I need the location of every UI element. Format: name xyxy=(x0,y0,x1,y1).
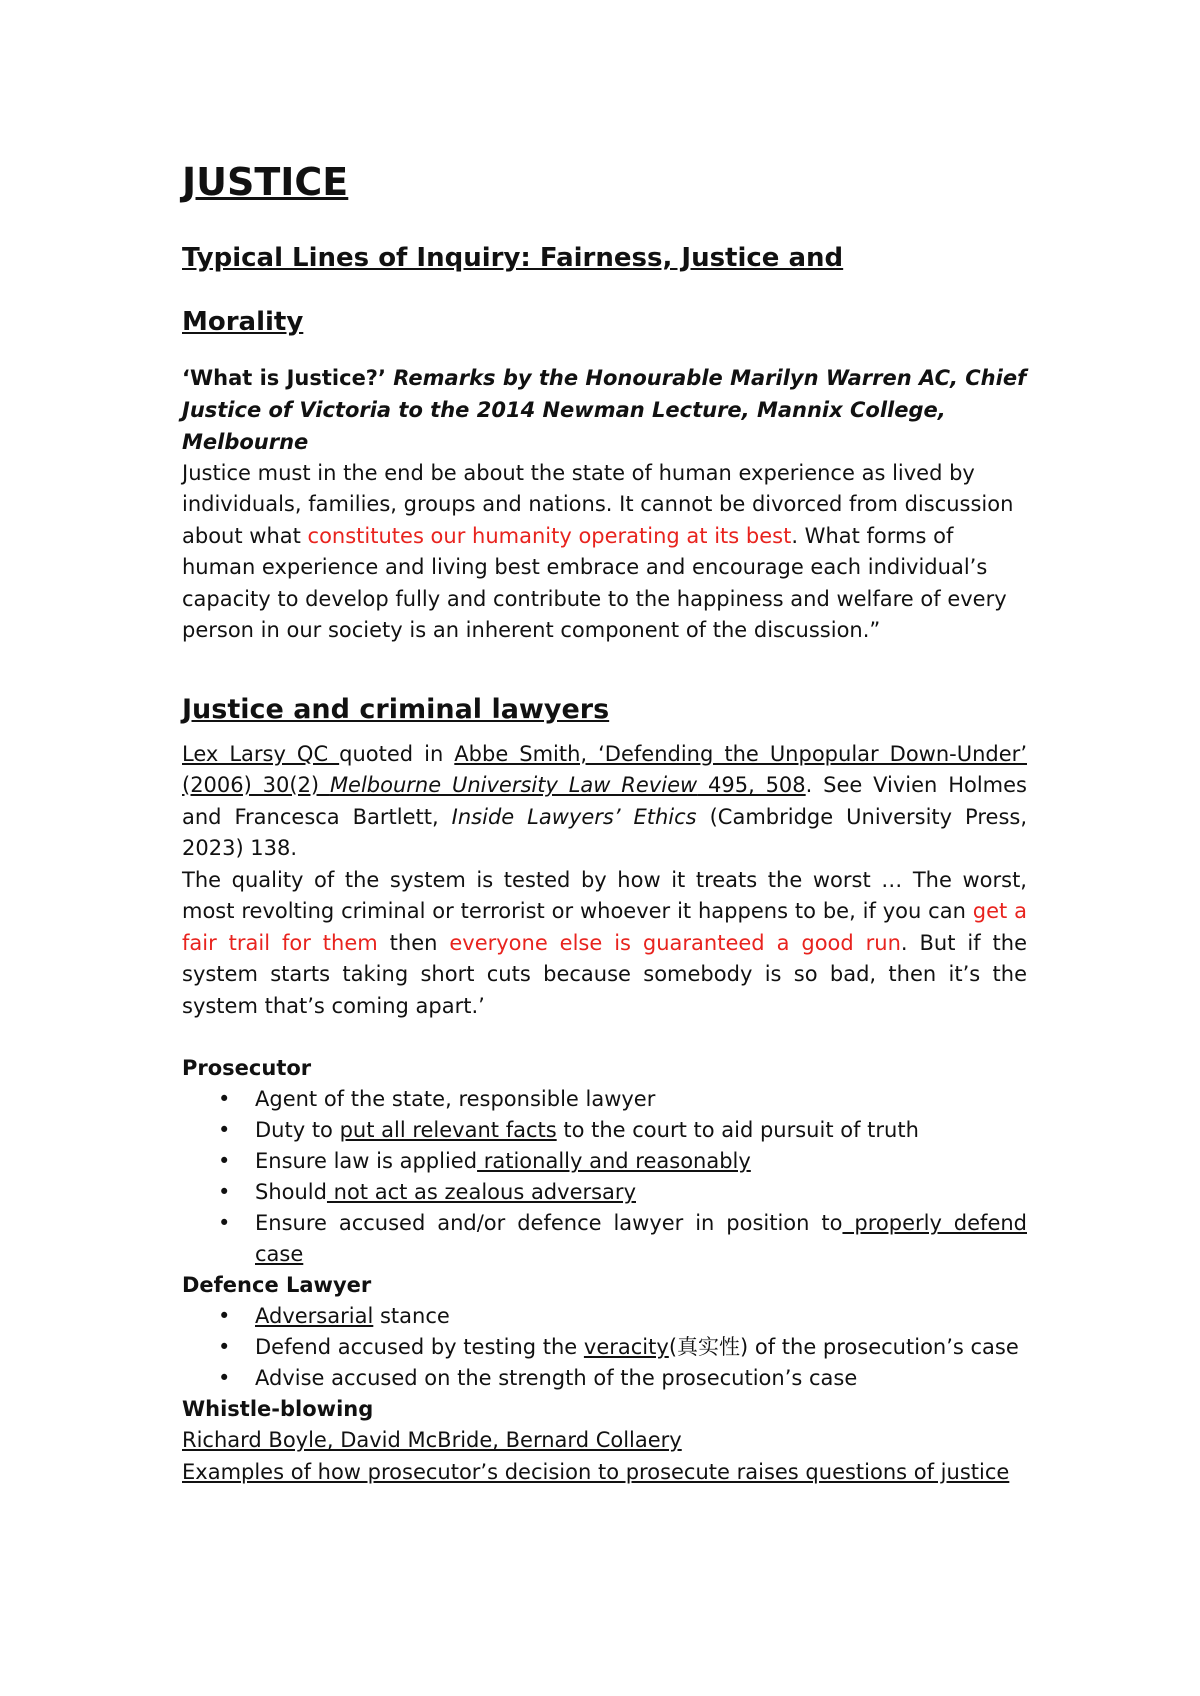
bullet-icon: • xyxy=(218,1211,231,1236)
bullet-icon: • xyxy=(218,1149,231,1174)
citation-name: Lex Larsy QC xyxy=(182,741,340,766)
item-text: Advise accused on the strength of the prosecution’s case xyxy=(255,1366,858,1391)
item-text: Defend accused by testing the xyxy=(255,1335,584,1360)
item-underlined-text: veracity xyxy=(583,1335,669,1360)
list-item xyxy=(182,1363,1027,1394)
citation xyxy=(182,739,1027,865)
defence-lawyer-heading: Defence Lawyer xyxy=(182,1273,372,1298)
item-text-after: stance xyxy=(373,1304,450,1329)
spacer xyxy=(182,1022,1027,1053)
larsy-quote-highlight-2: everyone else is guaranteed a good run xyxy=(449,930,901,955)
item-text: Ensure accused and/or defence lawyer in position to xyxy=(255,1211,843,1236)
prosecutor-list xyxy=(182,1084,1027,1270)
item-text-after: (真实性) of the prosecution’s case xyxy=(668,1335,1019,1360)
larsy-quote-part-1: The quality of the system is tested by how it treats the worst … The worst, most revolting criminal or terrorist or whoever it happens to be, if you can xyxy=(182,867,1027,924)
defence-list xyxy=(182,1301,1027,1394)
item-text: Should xyxy=(255,1180,327,1205)
larsy-quote-mid: then xyxy=(377,930,450,955)
quote-body-part-2: . What forms of human experience and living best embrace and encourage each individual’s capacity to develop fully and contribute to the happiness and welfare of every person in our society is an inherent component of the discussion.” xyxy=(182,523,1007,643)
larsy-quote xyxy=(182,865,1027,1023)
subtitle-line-2: Morality xyxy=(182,306,304,337)
page-title: JUSTICE xyxy=(182,160,349,204)
citation-ref-a: Abbe Smith, ‘Defending the Unpopular Down-Under’ (2006) 30(2) xyxy=(182,741,1027,798)
quote-body xyxy=(182,458,1027,647)
quote-body-part-1: Justice must in the end be about the state of human experience as lived by individuals, families, groups and nations. It cannot be divorced from discussion about what xyxy=(182,460,1014,548)
section-heading-justice-criminal-lawyers: Justice and criminal lawyers xyxy=(182,693,610,725)
item-text: Duty to xyxy=(255,1118,340,1143)
item-text-after: to the court to aid pursuit of truth xyxy=(556,1118,919,1143)
citation-book: Inside Lawyers’ Ethics xyxy=(451,804,697,829)
prosecutor-heading: Prosecutor xyxy=(182,1056,312,1081)
larsy-quote-highlight-1: get a fair trail for them xyxy=(182,899,1027,955)
quote-heading xyxy=(182,362,1027,458)
whistle-blowing-examples: Examples of how prosecutor’s decision to prosecute raises questions of justice xyxy=(182,1459,1010,1484)
larsy-quote-part-2: . But if the system starts taking short cuts because somebody is so bad, then it’s the system that’s coming apart.’ xyxy=(182,930,1027,1018)
item-text: Ensure law is applied xyxy=(255,1149,478,1174)
citation-quoted-in: quoted in xyxy=(339,741,455,766)
item-underlined-text: put all relevant facts xyxy=(339,1118,557,1143)
bullet-icon: • xyxy=(218,1304,231,1329)
subtitle-line-1: Typical Lines of Inquiry: Fairness, Justice and xyxy=(182,242,844,273)
quote-body-highlight: constitutes our humanity operating at its best xyxy=(307,523,792,548)
item-underlined-text: Adversarial xyxy=(255,1304,374,1329)
citation-see: . See Vivien Holmes and Francesca Bartlett, xyxy=(182,773,1027,829)
bullet-icon: • xyxy=(218,1118,231,1143)
bullet-icon: • xyxy=(218,1087,231,1112)
list-item xyxy=(182,1332,1027,1363)
quote-heading-rest: Remarks by the Honourable Marilyn Warren AC, Chief Justice of Victoria to the 2014 Newman Lecture, Mannix College, Melbourne xyxy=(182,365,1027,454)
citation-book-rest: (Cambridge University Press, 2023) 138. xyxy=(182,804,1028,861)
list-item xyxy=(182,1301,1027,1332)
item-text: Agent of the state, responsible lawyer xyxy=(255,1087,656,1112)
bullet-icon: • xyxy=(218,1180,231,1205)
quote-heading-lead: ‘What is Justice?’ xyxy=(182,365,386,390)
item-underlined-text: properly defend case xyxy=(255,1211,1027,1267)
citation-journal: Melbourne University Law Review xyxy=(329,773,698,798)
bullet-icon: • xyxy=(218,1366,231,1391)
item-underlined-text: not act as zealous adversary xyxy=(326,1180,636,1205)
item-underlined-text: rationally and reasonably xyxy=(477,1149,751,1174)
document-content xyxy=(182,160,1027,1488)
whistle-blowing-names: Richard Boyle, David McBride, Bernard Collaery xyxy=(182,1428,682,1453)
list-item xyxy=(182,1084,1027,1115)
bullet-icon: • xyxy=(218,1335,231,1360)
list-item xyxy=(182,1177,1027,1208)
list-item xyxy=(182,1146,1027,1177)
whistle-blowing-heading: Whistle-blowing xyxy=(182,1397,374,1422)
citation-ref-b: 495, 508 xyxy=(697,773,806,798)
list-item xyxy=(182,1115,1027,1146)
list-item xyxy=(182,1208,1027,1270)
